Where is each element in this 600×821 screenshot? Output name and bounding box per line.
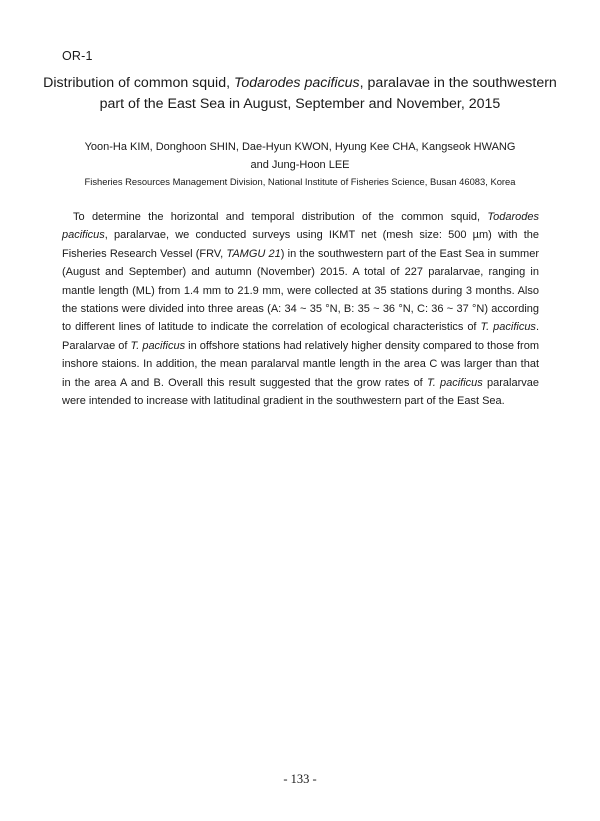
affiliation: Fisheries Resources Management Division, National Institute of Fisheries Science, Busan 46083, Korea	[84, 176, 516, 187]
abstract-text: . Paralarvae of	[62, 321, 539, 352]
title-species-name: Todarodes pacificus	[233, 75, 360, 91]
page-number: - 133 -	[283, 772, 317, 786]
abstract-species-name: T. pacificus	[130, 339, 186, 352]
abstract-paragraph	[62, 208, 539, 410]
session-code: OR-1	[62, 49, 93, 63]
title-text-continued: , paralavae in the southwestern part of the East Sea in August, September and November, 2015	[99, 75, 557, 112]
abstract-text: in offshore stations had relatively higher density compared to those from inshore staions. In addition, the mean paralarval mantle length in the area C was larger than that in the area A and B. Overall this result suggested that the grow rates of	[62, 339, 539, 389]
author-line-2: and Jung-Hoon LEE	[250, 159, 350, 171]
paper-title	[40, 73, 560, 115]
abstract-species-name: T. pacificus	[480, 321, 536, 334]
abstract-text: ) in the southwestern part of the East Sea in summer (August and September) and autumn (November) 2015. A total of 227 paralarvae, ranging in mantle length (ML) from 1.4 mm to 21.9 mm, were collected at 35 stations during 3 months. Also the stations were divided into three areas (A: 34 ~ 35 °N, B: 35 ~ 36 °N, C: 36 ~ 37 °N) according to different lines of latitude to indicate the correlation of ecological characteristics of	[62, 247, 539, 334]
author-list	[40, 138, 560, 174]
abstract-species-name: Todarodes pacificus	[62, 211, 539, 242]
title-text: Distribution of common squid,	[43, 75, 234, 91]
abstract-species-name: T. pacificus	[426, 376, 483, 389]
abstract-text: To determine the horizontal and temporal distribution of the common squid,	[73, 211, 488, 223]
author-line-1: Yoon-Ha KIM, Donghoon SHIN, Dae-Hyun KWON, Hyung Kee CHA, Kangseok HWANG	[84, 141, 516, 153]
abstract-text: paralarvae were intended to increase with latitudinal gradient in the southwestern part of the East Sea.	[62, 376, 539, 408]
abstract-vessel-name: TAMGU 21	[226, 247, 281, 260]
abstract-text: , paralarvae, we conducted surveys using IKMT net (mesh size: 500 µm) with the Fisheries Research Vessel (FRV,	[62, 229, 539, 260]
